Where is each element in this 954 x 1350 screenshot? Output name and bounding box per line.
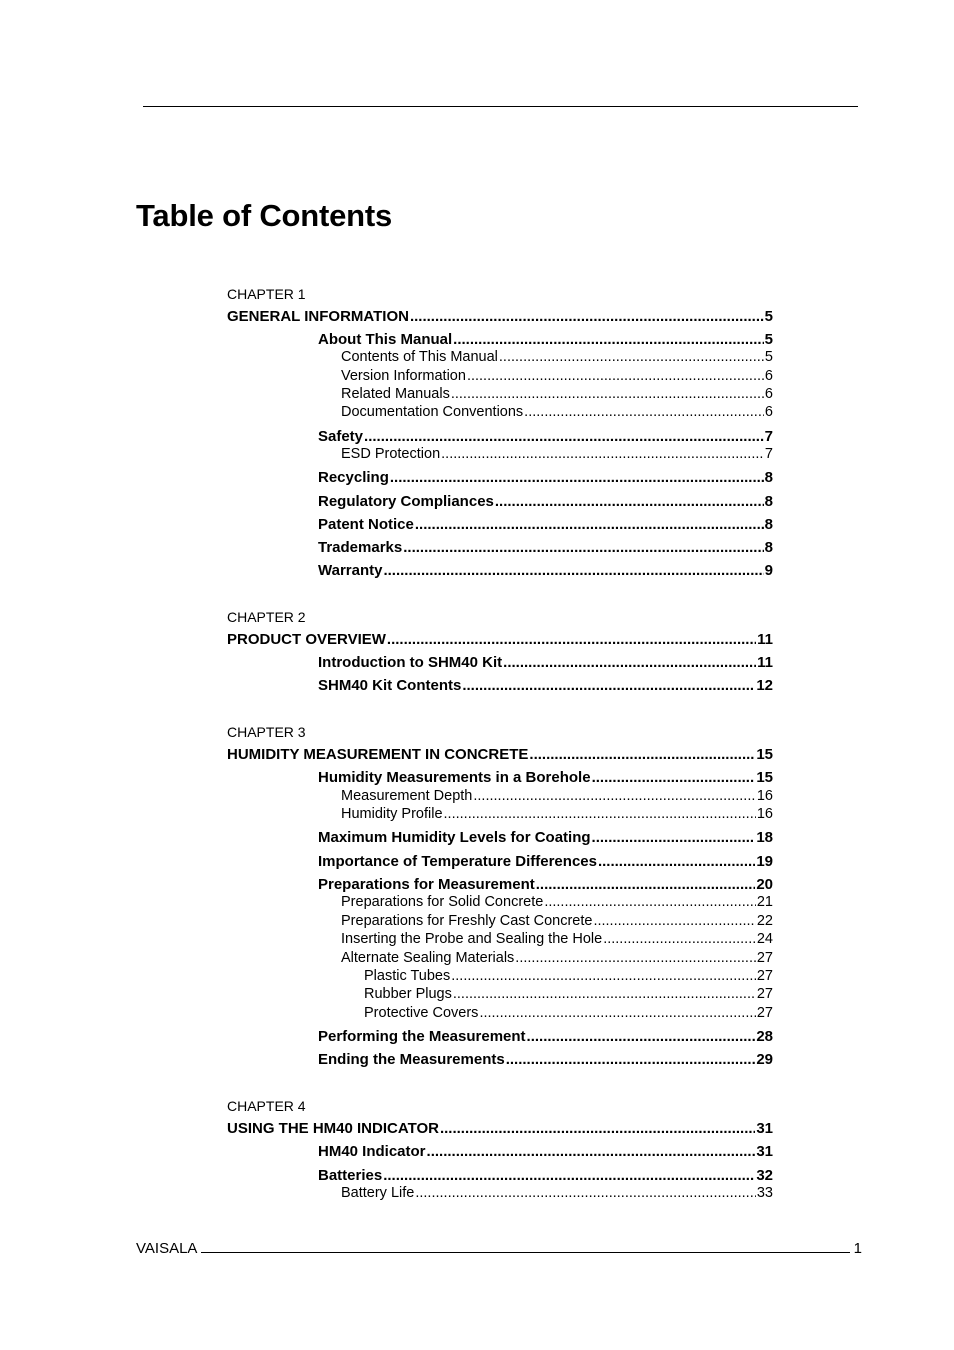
toc-entry-title: Patent Notice [318, 516, 414, 533]
toc-entry[interactable] [318, 829, 773, 847]
toc-entry-page: 32 [756, 1167, 773, 1184]
toc-entry-title: HM40 Indicator [318, 1143, 426, 1160]
toc-entry[interactable] [318, 677, 773, 695]
toc-entry-page: 20 [756, 876, 773, 893]
toc-entry-page: 6 [764, 368, 773, 384]
page-footer [136, 1239, 862, 1257]
toc-entry-title: Battery Life [341, 1185, 415, 1201]
toc-entry-title: HUMIDITY MEASUREMENT IN CONCRETE [227, 746, 529, 763]
toc-entry-page: 9 [764, 562, 773, 579]
dot-leader [415, 1185, 756, 1202]
toc-entry-title: Batteries [318, 1167, 383, 1184]
footer-page-number: 1 [853, 1240, 862, 1257]
dot-leader [503, 654, 756, 672]
dot-leader [467, 368, 764, 385]
toc-entry-page: 12 [756, 677, 773, 694]
toc-entry[interactable] [318, 516, 773, 534]
dot-leader [495, 493, 764, 511]
toc-entry-title: Preparations for Measurement [318, 876, 535, 893]
toc-entry-page: 16 [756, 806, 773, 822]
toc-entry-title: Recycling [318, 469, 389, 486]
toc-entry-title: Preparations for Solid Concrete [341, 894, 544, 910]
dot-leader [387, 631, 756, 649]
toc-entry-title: Maximum Humidity Levels for Coating [318, 829, 591, 846]
toc-entry-title: Humidity Measurements in a Borehole [318, 769, 591, 786]
toc-entry-page: 11 [757, 631, 773, 648]
toc-entry-page: 7 [764, 428, 773, 445]
toc-entry[interactable] [341, 1185, 773, 1202]
footer-company: VAISALA [136, 1240, 198, 1257]
dot-leader [390, 469, 764, 487]
toc-entry[interactable] [341, 806, 773, 823]
toc-entry[interactable] [341, 404, 773, 421]
toc-entry[interactable] [341, 386, 773, 403]
toc-entry[interactable] [341, 349, 773, 366]
toc-entry-page: 24 [756, 931, 773, 947]
toc-entry-title: Rubber Plugs [364, 986, 452, 1002]
toc-entry-page: 8 [764, 516, 773, 533]
toc-entry-title: Alternate Sealing Materials [341, 950, 515, 966]
toc-entry-title: Inserting the Probe and Sealing the Hole [341, 931, 603, 947]
footer-rule [201, 1239, 849, 1253]
dot-leader [453, 331, 763, 349]
toc-entry[interactable] [318, 469, 773, 487]
toc-entry-page: 6 [764, 404, 773, 420]
toc-entry[interactable] [318, 853, 773, 871]
dot-leader [479, 1005, 755, 1022]
toc-entry-page: 5 [764, 308, 773, 325]
toc-entry-page: 21 [756, 894, 773, 910]
toc-entry-title: Version Information [341, 368, 466, 384]
header-rule [143, 106, 858, 107]
toc-entry-title: Related Manuals [341, 386, 450, 402]
dot-leader [415, 516, 764, 534]
dot-leader [451, 968, 756, 985]
toc-entry-page: 15 [756, 746, 773, 763]
toc-entry[interactable] [341, 913, 773, 930]
toc-entry[interactable] [341, 894, 773, 911]
toc-entry-title: Warranty [318, 562, 383, 579]
toc-entry-title: Performing the Measurement [318, 1028, 526, 1045]
toc-entry[interactable] [318, 539, 773, 557]
dot-leader [592, 769, 756, 787]
toc-entry-title: Protective Covers [364, 1005, 479, 1021]
chapter-label: CHAPTER 4 [227, 1098, 306, 1114]
toc-entry-page: 8 [764, 539, 773, 556]
toc-entry-title: Introduction to SHM40 Kit [318, 654, 503, 671]
toc-entry[interactable] [318, 1028, 773, 1046]
toc-entry-title: SHM40 Kit Contents [318, 677, 462, 694]
dot-leader [451, 386, 764, 403]
toc-entry[interactable] [364, 986, 773, 1003]
toc-entry-page: 8 [764, 469, 773, 486]
toc-entry[interactable] [227, 1120, 773, 1138]
dot-leader [440, 1120, 755, 1138]
toc-entry-title: Safety [318, 428, 364, 445]
toc-entry-page: 31 [756, 1143, 773, 1160]
toc-entry[interactable] [227, 746, 773, 764]
toc-entry-page: 27 [756, 968, 773, 984]
toc-entry-title: About This Manual [318, 331, 453, 348]
toc-entry-page: 28 [756, 1028, 773, 1045]
dot-leader [403, 539, 763, 557]
toc-entry-page: 27 [756, 950, 773, 966]
toc-entry-page: 5 [764, 331, 773, 348]
toc-entry[interactable] [318, 331, 773, 349]
toc-entry-page: 18 [756, 829, 773, 846]
dot-leader [499, 349, 764, 366]
toc-entry-page: 5 [764, 349, 773, 365]
dot-leader [453, 986, 756, 1003]
toc-entry-page: 16 [756, 788, 773, 804]
toc-entry[interactable] [227, 308, 773, 326]
toc-entry[interactable] [318, 1167, 773, 1185]
dot-leader [603, 931, 756, 948]
toc-entry[interactable] [318, 1143, 773, 1161]
dot-leader [593, 913, 755, 930]
toc-entry-title: Measurement Depth [341, 788, 473, 804]
dot-leader [383, 562, 763, 580]
toc-entry-title: Trademarks [318, 539, 403, 556]
dot-leader [444, 806, 756, 823]
toc-entry-page: 29 [756, 1051, 773, 1068]
toc-entry-title: GENERAL INFORMATION [227, 308, 409, 325]
toc-entry-title: Importance of Temperature Differences [318, 853, 597, 870]
toc-entry-title: USING THE HM40 INDICATOR [227, 1120, 439, 1137]
toc-entry[interactable] [318, 428, 773, 446]
dot-leader [536, 876, 756, 894]
toc-entry[interactable] [318, 876, 773, 894]
toc-entry[interactable] [364, 1005, 773, 1022]
dot-leader [506, 1051, 756, 1069]
dot-leader [364, 428, 764, 446]
toc-entry-title: Ending the Measurements [318, 1051, 505, 1068]
dot-leader [592, 829, 756, 847]
toc-entry[interactable] [341, 368, 773, 385]
toc-entry[interactable] [318, 769, 773, 787]
dot-leader [383, 1167, 755, 1185]
chapter-label: CHAPTER 1 [227, 286, 306, 302]
toc-entry-title: PRODUCT OVERVIEW [227, 631, 386, 648]
dot-leader [410, 308, 764, 326]
chapter-label: CHAPTER 2 [227, 609, 306, 625]
dot-leader [427, 1143, 756, 1161]
dot-leader [544, 894, 756, 911]
toc-entry-title: Regulatory Compliances [318, 493, 494, 510]
toc-entry-page: 6 [764, 386, 773, 402]
dot-leader [515, 950, 756, 967]
toc-entry-page: 22 [756, 913, 773, 929]
toc-entry-title: Preparations for Freshly Cast Concrete [341, 913, 593, 929]
toc-entry[interactable] [318, 1051, 773, 1069]
dot-leader [529, 746, 755, 764]
toc-entry-page: 15 [756, 769, 773, 786]
dot-leader [473, 788, 755, 805]
toc-entry[interactable] [318, 493, 773, 511]
toc-entry[interactable] [341, 446, 773, 463]
toc-entry-page: 27 [756, 1005, 773, 1021]
toc-entry[interactable] [318, 654, 773, 672]
toc-entry-title: Humidity Profile [341, 806, 443, 822]
dot-leader [462, 677, 755, 695]
toc-entry-page: 33 [756, 1185, 773, 1201]
toc-entry-title: Contents of This Manual [341, 349, 498, 365]
toc-entry[interactable] [341, 931, 773, 948]
toc-entry-page: 19 [756, 853, 773, 870]
chapter-label: CHAPTER 3 [227, 724, 306, 740]
toc-entry-title: Documentation Conventions [341, 404, 524, 420]
dot-leader [441, 446, 764, 463]
toc-entry-page: 27 [756, 986, 773, 1002]
toc-entry[interactable] [318, 562, 773, 580]
toc-entry[interactable] [341, 788, 773, 805]
toc-entry-page: 31 [756, 1120, 773, 1137]
toc-entry[interactable] [364, 968, 773, 985]
toc-entry-page: 7 [764, 446, 773, 462]
toc-entry[interactable] [341, 950, 773, 967]
dot-leader [598, 853, 755, 871]
toc-entry-page: 8 [764, 493, 773, 510]
page-title: Table of Contents [136, 198, 393, 233]
dot-leader [524, 404, 764, 421]
dot-leader [527, 1028, 756, 1046]
toc-entry-page: 11 [757, 654, 773, 671]
toc-entry-title: ESD Protection [341, 446, 441, 462]
toc-entry[interactable] [227, 631, 773, 649]
toc-entry-title: Plastic Tubes [364, 968, 451, 984]
